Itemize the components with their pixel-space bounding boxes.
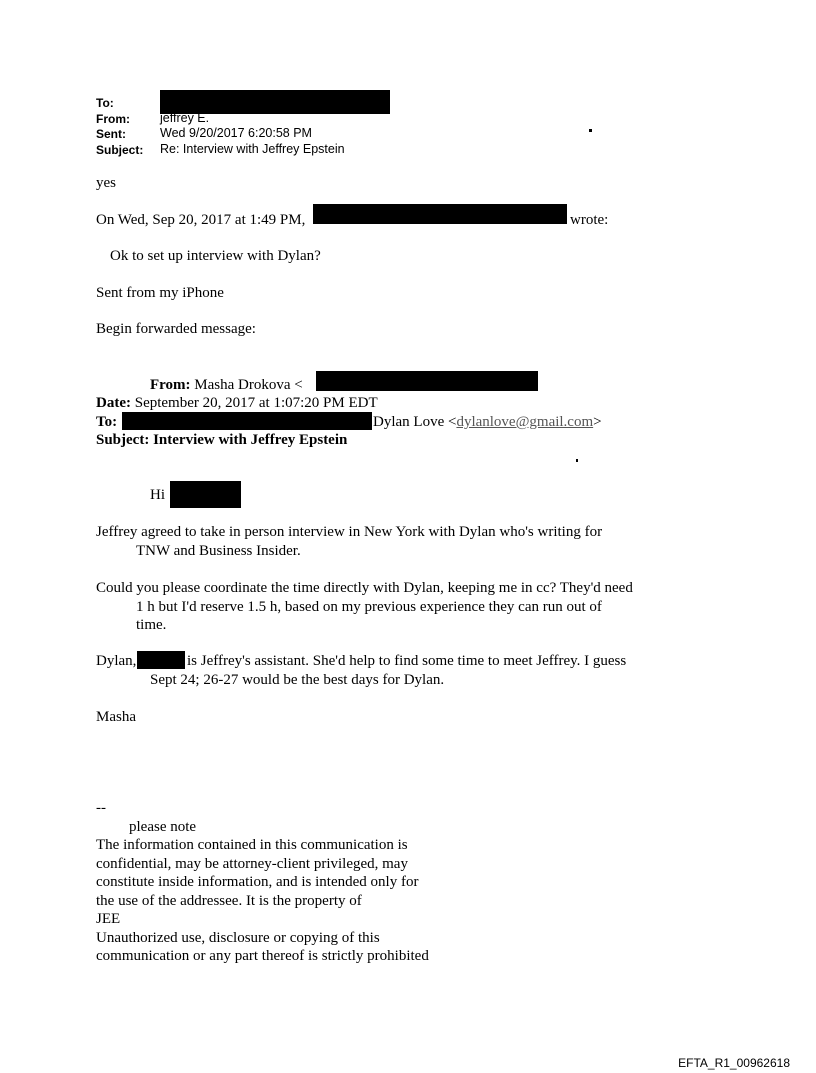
disclaimer-line: communication or any part thereof is strictly prohibited (96, 948, 429, 964)
p3-line1: is Jeffrey's assistant. She'd help to find some time to meet Jeffrey. I guess (187, 653, 627, 669)
from-label: From: (96, 112, 130, 126)
p3-line2: Sept 24; 26-27 would be the best days for Dylan. (150, 672, 445, 688)
fwd-to-label: To: (96, 414, 118, 430)
p2-line2: 1 h but I'd reserve 1.5 h, based on my previous experience they can run out of (136, 598, 602, 615)
fwd-date-label: Date: (96, 395, 131, 411)
disclaimer-line: confidential, may be attorney-client privileged, may (96, 855, 408, 872)
disclaimer-text (96, 836, 429, 966)
sent-from-iphone: Sent from my iPhone (96, 285, 224, 301)
forwarded-label: Begin forwarded message: (96, 321, 256, 337)
disclaimer-line: the use of the addressee. It is the property of (96, 892, 362, 909)
redacted-from-email (316, 371, 538, 391)
fwd-to-email-link[interactable]: dylanlove@gmail.com (456, 414, 594, 430)
redacted-to-recipient (122, 412, 372, 430)
paragraph-1 (96, 523, 696, 560)
fwd-from-name: Masha Drokova < (194, 377, 303, 393)
disclaimer-line: The information contained in this communication is (96, 837, 408, 853)
reply-body: yes (96, 175, 116, 191)
paragraph-2 (96, 579, 696, 635)
p1-line1: Jeffrey agreed to take in person interview in New York with Dylan who's writing for (96, 524, 603, 540)
p2-line1: Could you please coordinate the time directly with Dylan, keeping me in cc? They'd need (96, 580, 633, 596)
subject-label: Subject: (96, 143, 144, 157)
disclaimer-line: Unauthorized use, disclosure or copying of this (96, 929, 380, 946)
sent-value: Wed 9/20/2017 6:20:58 PM (160, 126, 312, 140)
fwd-from-line (150, 376, 303, 395)
from-value: jeffrey E. (160, 111, 210, 125)
to-label: To: (96, 96, 114, 110)
sent-label: Sent: (96, 127, 126, 141)
fwd-date-line (96, 394, 378, 413)
fwd-to-line (373, 413, 602, 432)
document-id: EFTA_R1_00962618 (678, 1056, 790, 1070)
please-note: please note (129, 819, 197, 835)
quoted-line: Ok to set up interview with Dylan? (110, 248, 321, 264)
signature-dashes: -- (96, 800, 106, 816)
redacted-assistant-name (137, 651, 185, 669)
redacted-greeting-name (170, 481, 241, 508)
fwd-to-close: > (593, 414, 602, 430)
disclaimer-line: JEE (96, 911, 121, 927)
signature: Masha (96, 709, 136, 725)
fwd-to-name: Dylan Love < (373, 414, 457, 430)
subject-value: Re: Interview with Jeffrey Epstein (160, 142, 345, 156)
p3-prefix: Dylan, (96, 653, 137, 669)
quote-intro-suffix: wrote: (570, 212, 609, 228)
stray-mark-2 (576, 459, 578, 462)
greeting: Hi (150, 487, 165, 503)
p1-line2: TNW and Business Insider. (136, 542, 301, 559)
disclaimer-line: constitute inside information, and is intended only for (96, 874, 419, 890)
p2-line3: time. (136, 617, 167, 633)
stray-mark (589, 129, 592, 132)
redacted-sender (313, 204, 567, 224)
fwd-subject-line: Subject: Interview with Jeffrey Epstein (96, 432, 348, 448)
fwd-from-label: From: (150, 377, 191, 393)
quote-intro-prefix: On Wed, Sep 20, 2017 at 1:49 PM, (96, 212, 306, 228)
fwd-date-value: September 20, 2017 at 1:07:20 PM EDT (134, 395, 378, 411)
